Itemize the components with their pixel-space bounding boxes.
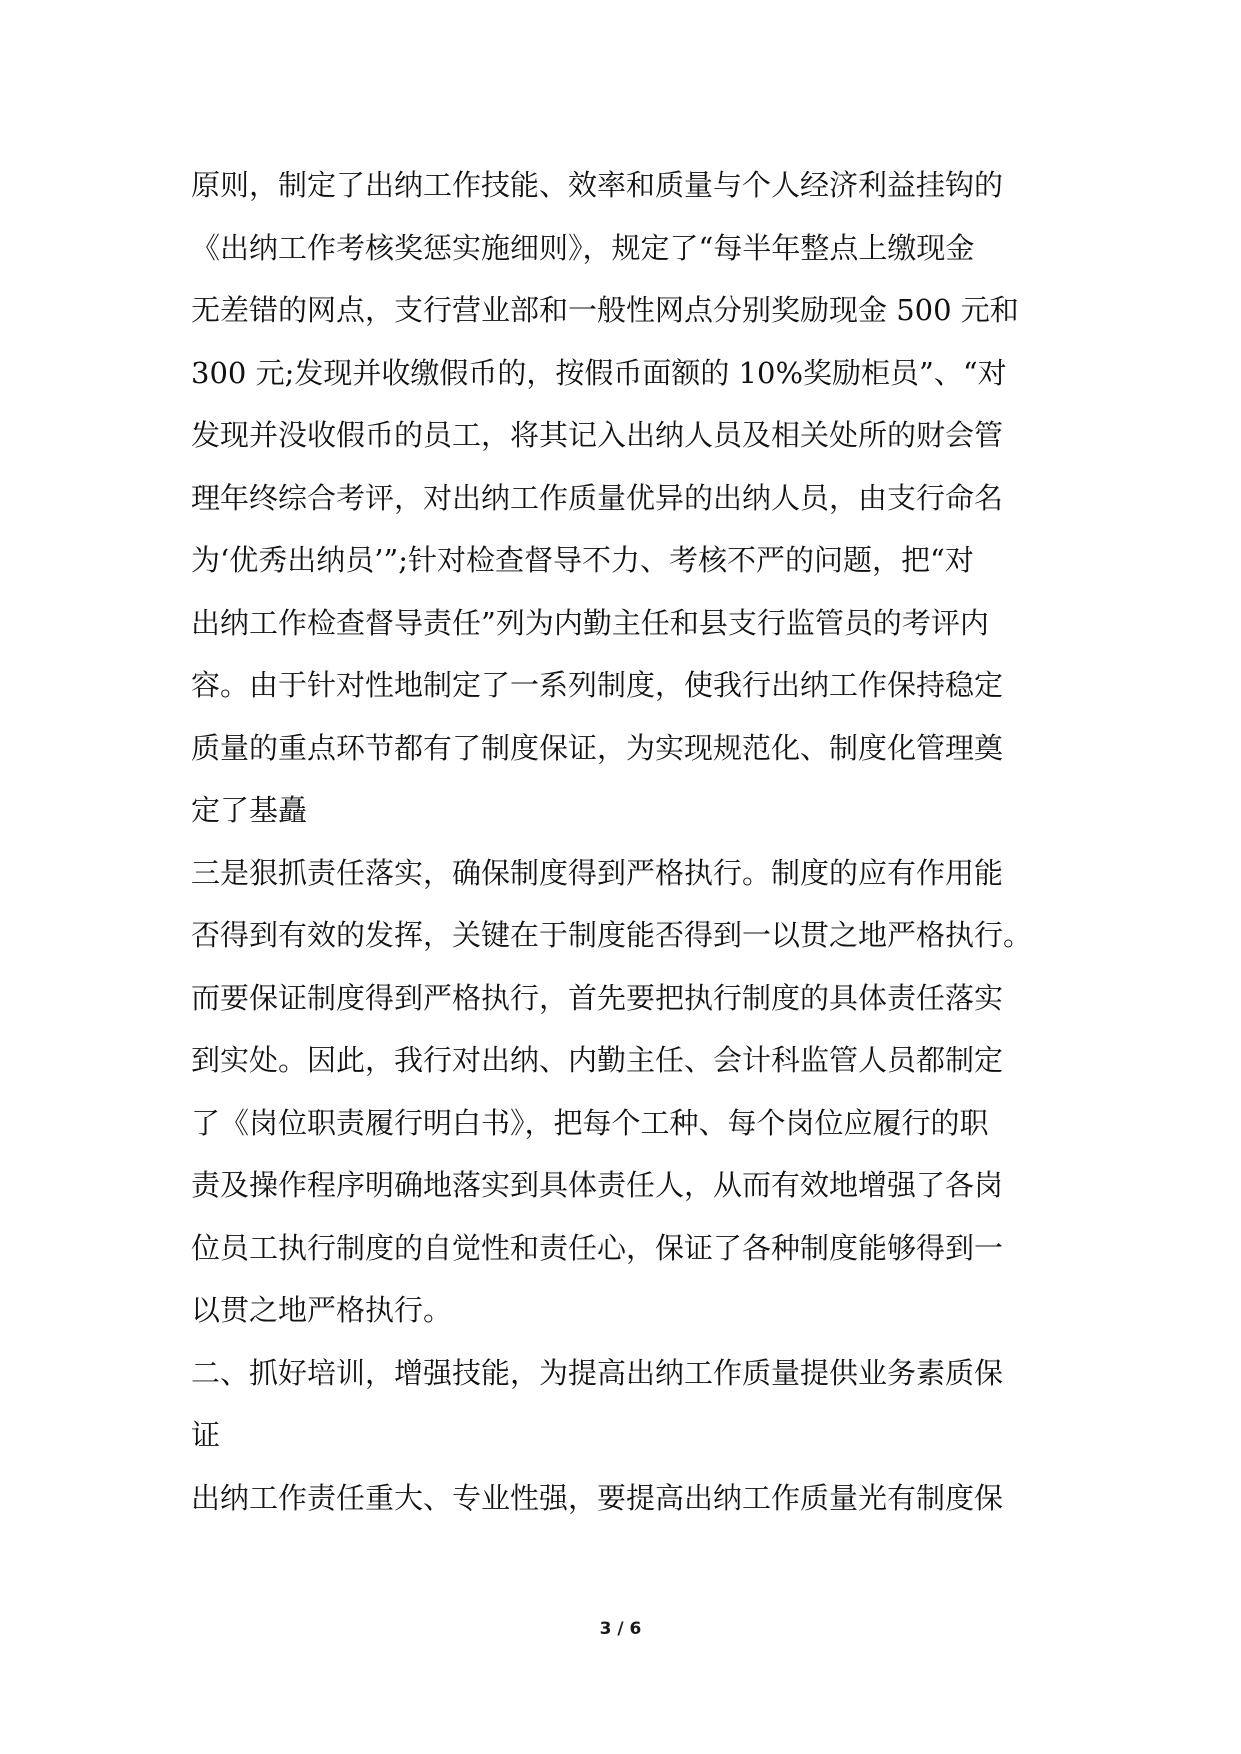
text-line: 《出纳工作考核奖惩实施细则》，规定了“每半年整点上缴现金 xyxy=(191,230,975,265)
text-line: 发现并没收假币的员工，将其记入出纳人员及相关处所的财会管 xyxy=(191,418,1004,452)
text-line: 而要保证制度得到严格执行，首先要把执行制度的具体责任落实 xyxy=(191,980,1004,1015)
section-heading: 二、抓好培训，增强技能，为提高出纳工作质量提供业务素质保 xyxy=(191,1355,1004,1390)
section-heading-continuation: 证 xyxy=(191,1418,221,1452)
text-line: 了《岗位职责履行明白书》，把每个工种、每个岗位应履行的职 xyxy=(191,1105,989,1140)
body-text xyxy=(191,154,1051,1529)
text-line: 以贯之地严格执行。 xyxy=(191,1293,453,1327)
text-line: 三是狠抓责任落实，确保制度得到严格执行。制度的应有作用能 xyxy=(191,855,1004,890)
text-line: 位员工执行制度的自觉性和责任心，保证了各种制度能够得到一 xyxy=(191,1230,1004,1265)
text-line: 理年终综合考评，对出纳工作质量优异的出纳人员，由支行命名 xyxy=(191,480,1004,515)
text-line: 300 元;发现并收缴假币的，按假币面额的 10%奖励柜员”、“对 xyxy=(191,355,1007,390)
text-line: 容。由于针对性地制定了一系列制度，使我行出纳工作保持稳定 xyxy=(191,668,1004,702)
text-line: 原则，制定了出纳工作技能、效率和质量与个人经济利益挂钩的 xyxy=(191,168,1004,202)
text-line: 质量的重点环节都有了制度保证，为实现规范化、制度化管理奠 xyxy=(191,730,1004,765)
text-line: 否得到有效的发挥，关键在于制度能否得到一以贯之地严格执行。 xyxy=(191,918,1033,952)
page-number: 3 / 6 xyxy=(599,1619,642,1639)
text-line: 出纳工作责任重大、专业性强，要提高出纳工作质量光有制度保 xyxy=(191,1480,1004,1515)
text-line: 到实处。因此，我行对出纳、内勤主任、会计科监管人员都制定 xyxy=(191,1043,1004,1077)
text-line: 为‘优秀出纳员’”;针对检查督导不力、考核不严的问题，把“对 xyxy=(191,543,974,577)
text-line: 出纳工作检查督导责任”列为内勤主任和县支行监管员的考评内 xyxy=(191,605,989,640)
text-line: 无差错的网点，支行营业部和一般性网点分别奖励现金 500 元和 xyxy=(191,293,1019,327)
text-line: 定了基矗 xyxy=(191,793,308,827)
text-line: 责及操作程序明确地落实到具体责任人，从而有效地增强了各岗 xyxy=(191,1168,1004,1202)
